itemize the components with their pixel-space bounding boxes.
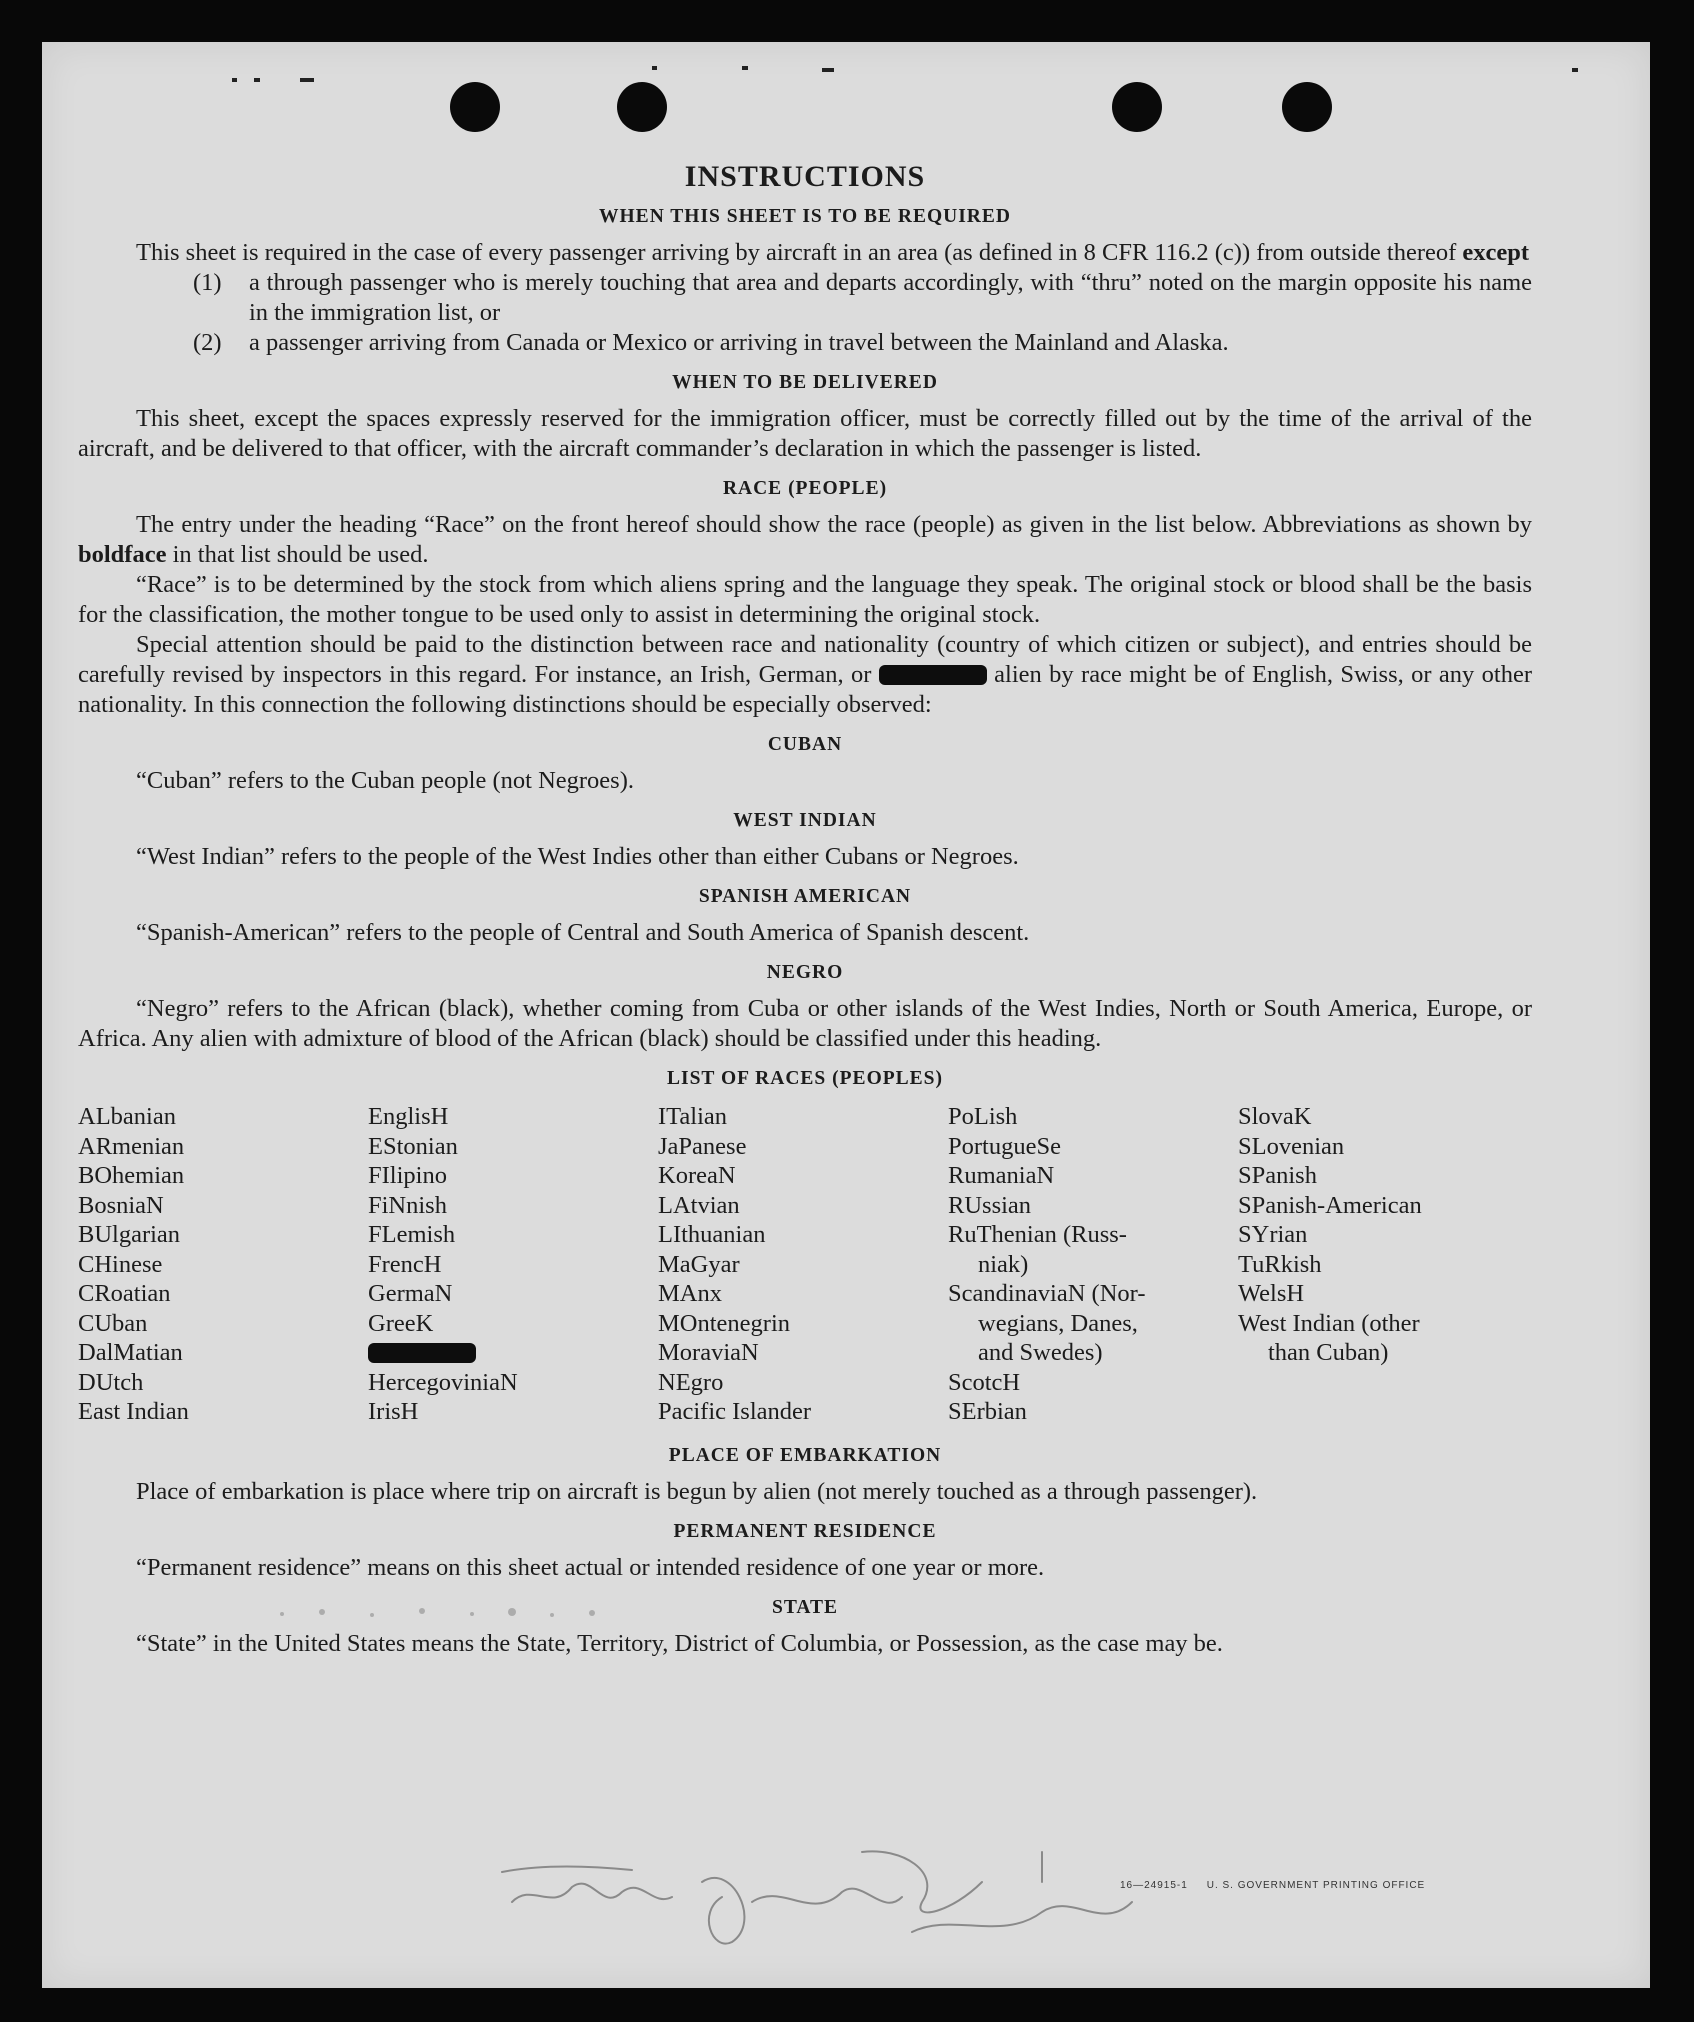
form-number: 16—24915-1 [1120, 1880, 1188, 1891]
race-column [1238, 1102, 1528, 1427]
race-entry: CRoatian [78, 1280, 171, 1307]
race-entry: PoLish [948, 1103, 1018, 1130]
paragraph-when-delivered: This sheet, except the spaces expressly reserved for the immigration officer, must be correctly filled out by the time of the arrival of the aircraft, and be delivered to that officer, with the aircraft commander’s declaration in which the passenger is listed. [78, 405, 1532, 462]
race-p3-text-end: alien by race might be of English, Swiss, or any other nationality. In this connection the following distinctions should be especially observed: [78, 661, 1533, 718]
handwritten-pencil-notation [482, 1842, 1182, 1972]
punch-hole [1112, 82, 1162, 132]
scan-speck [232, 78, 237, 82]
race-entry: FrencH [368, 1250, 442, 1278]
heading-west-indian: WEST INDIAN [733, 810, 877, 831]
race-entry: EStonian [368, 1132, 458, 1160]
race-entry: FLemish [368, 1221, 456, 1248]
printing-office: U. S. GOVERNMENT PRINTING OFFICE [1206, 1880, 1426, 1891]
race-entry: CUban [78, 1309, 148, 1337]
race-column [368, 1102, 658, 1427]
list-item [193, 268, 1532, 328]
race-entry: ScotcH [948, 1368, 1021, 1396]
race-entry: FIlipino [368, 1162, 447, 1189]
race-entry: West Indian (other [1238, 1309, 1420, 1337]
scan-speck [742, 66, 748, 70]
when-required-text: This sheet is required in the case of every passenger arriving by aircraft in an area (as defined in 8 CFR 116.2 (c)) from outside thereof [136, 239, 1457, 266]
item-text: a through passenger who is merely touching that area and departs accordingly, with “thru” noted on the margin opposite his name in the immigration list, or [249, 269, 1532, 326]
race-entry: GermaN [368, 1280, 453, 1307]
race-entry-continued: wegians, Danes, [978, 1309, 1138, 1337]
race-column [948, 1102, 1238, 1427]
race-entry: SlovaK [1238, 1103, 1312, 1130]
race-entry: LAtvian [658, 1191, 740, 1219]
race-entry: DalMatian [78, 1339, 183, 1366]
paragraph-state: “State” in the United States means the State, Territory, District of Columbia, or Possession, as the case may be. [136, 1629, 1223, 1657]
race-entry: East Indian [78, 1398, 189, 1425]
race-entry: WelsH [1238, 1280, 1305, 1307]
item-number: (2) [193, 329, 222, 356]
heading-negro: NEGRO [766, 962, 844, 983]
race-entry: MoraviaN [658, 1339, 759, 1366]
race-p1-text-end: in that list should be used. [172, 541, 429, 568]
race-entry: SPanish [1238, 1162, 1317, 1189]
heading-state: STATE [771, 1596, 839, 1618]
race-entry: ITalian [658, 1103, 728, 1130]
paragraph-spanish-american: “Spanish-American” refers to the people of Central and South America of Spanish descent. [136, 919, 1030, 946]
race-entry: JaPanese [658, 1132, 747, 1160]
race-entry-continued: niak) [978, 1250, 1029, 1278]
heading-list-of-races: LIST OF RACES (PEOPLES) [666, 1068, 943, 1089]
scan-smudge [262, 1602, 622, 1624]
race-entry: SLovenian [1238, 1132, 1345, 1160]
paragraph-permanent-residence: “Permanent residence” means on this sheet actual or intended residence of one year or more. [136, 1553, 1045, 1581]
race-entry: RUssian [948, 1191, 1032, 1219]
heading-permanent-residence: PERMANENT RESIDENCE [673, 1520, 937, 1542]
document-sheet [42, 42, 1650, 1988]
race-entry: BUlgarian [78, 1221, 181, 1248]
heading-race: RACE (PEOPLE) [722, 478, 888, 499]
race-entry: SYrian [1238, 1221, 1308, 1248]
race-entry: PortugueSe [948, 1132, 1061, 1160]
race-entry: EnglisH [368, 1103, 449, 1130]
paragraph-race-2: “Race” is to be determined by the stock from which aliens spring and the language they speak. The original stock or blood shall be the basis for the classification, the mother tongue to be used only to assist in determining the original stock. [78, 571, 1532, 628]
race-column [658, 1102, 948, 1427]
race-entry: ScandinaviaN (Nor- [948, 1280, 1146, 1307]
race-entry: LIthuanian [658, 1221, 766, 1248]
race-p1-boldface: boldface [78, 541, 167, 568]
race-entry: GreeK [368, 1309, 434, 1337]
race-entry: HercegoviniaN [368, 1368, 518, 1396]
paragraph-when-required [78, 238, 1532, 268]
when-required-except: except [1462, 239, 1530, 266]
race-entry: FiNnish [368, 1191, 447, 1219]
scan-speck [822, 68, 834, 72]
heading-spanish-american: SPANISH AMERICAN [698, 886, 912, 907]
scan-speck [1572, 68, 1578, 72]
race-entry: MaGyar [658, 1250, 740, 1278]
paragraph-place-of-embarkation: Place of embarkation is place where trip on aircraft is begun by alien (not merely touched as a through passenger). [136, 1477, 1258, 1505]
heading-cuban: CUBAN [767, 734, 843, 755]
paragraph-negro: “Negro” refers to the African (black), whether coming from Cuba or other islands of the West Indies, North or South America, Europe, or Africa. Any alien with admixture of blood of the African (black) should be classified under this heading. [78, 995, 1532, 1052]
heading-place-of-embarkation: PLACE OF EMBARKATION [668, 1444, 942, 1466]
paragraph-west-indian: “West Indian” refers to the people of the West Indies other than either Cubans or Negroes. [136, 843, 1019, 870]
race-entry: DUtch [78, 1368, 144, 1396]
scan-speck [652, 66, 657, 70]
punch-hole [617, 82, 667, 132]
race-entry-continued: than Cuban) [1268, 1339, 1389, 1366]
punch-hole [1282, 82, 1332, 132]
race-entry: SErbian [948, 1398, 1027, 1425]
race-entry-continued: and Swedes) [978, 1339, 1103, 1366]
paragraph-cuban: “Cuban” refers to the Cuban people (not Negroes). [136, 767, 634, 794]
paragraph-race-3 [78, 630, 1532, 720]
race-entry: TuRkish [1238, 1250, 1322, 1278]
race-entry: Pacific Islander [658, 1398, 812, 1425]
scan-speck [254, 78, 260, 82]
race-entry: ARmenian [78, 1132, 185, 1160]
item-number: (1) [193, 269, 222, 296]
heading-when-delivered: WHEN TO BE DELIVERED [672, 372, 938, 393]
race-entry: RumaniaN [948, 1162, 1055, 1189]
race-entry: IrisH [368, 1398, 419, 1425]
scan-speck [300, 78, 314, 82]
race-column [78, 1102, 368, 1427]
instructions-content [78, 162, 1532, 1659]
redaction-mark [368, 1343, 476, 1363]
race-entry: BOhemian [78, 1162, 185, 1189]
race-entry: BosniaN [78, 1191, 164, 1219]
list-item [193, 328, 1532, 358]
race-entry-redacted [368, 1338, 658, 1368]
race-entry: NEgro [658, 1368, 724, 1396]
race-entry: CHinese [78, 1250, 163, 1278]
race-p3-text: Special attention should be paid to the distinction between race and nationality (country of which citizen or subject), and entries should be carefully revised by inspectors in this regard. For instance, an Irish, German, or [78, 631, 1532, 688]
race-entry: ALbanian [78, 1103, 176, 1130]
race-entry: MAnx [658, 1280, 722, 1307]
race-list [78, 1102, 1532, 1427]
race-p1-text: The entry under the heading “Race” on the front hereof should show the race (people) as given in the list below. Abbreviations as shown by [136, 511, 1532, 538]
item-text: a passenger arriving from Canada or Mexico or arriving in travel between the Mainland and Alaska. [249, 329, 1229, 356]
punch-hole [450, 82, 500, 132]
race-entry: MOntenegrin [658, 1309, 790, 1337]
heading-when-required: WHEN THIS SHEET IS TO BE REQUIRED [599, 206, 1011, 227]
page-title: INSTRUCTIONS [684, 160, 926, 193]
race-entry: RuThenian (Russ- [948, 1221, 1127, 1248]
race-entry: SPanish-American [1238, 1191, 1422, 1219]
redaction-mark [879, 665, 987, 685]
paragraph-race-1 [78, 510, 1532, 570]
race-entry: KoreaN [658, 1162, 736, 1189]
